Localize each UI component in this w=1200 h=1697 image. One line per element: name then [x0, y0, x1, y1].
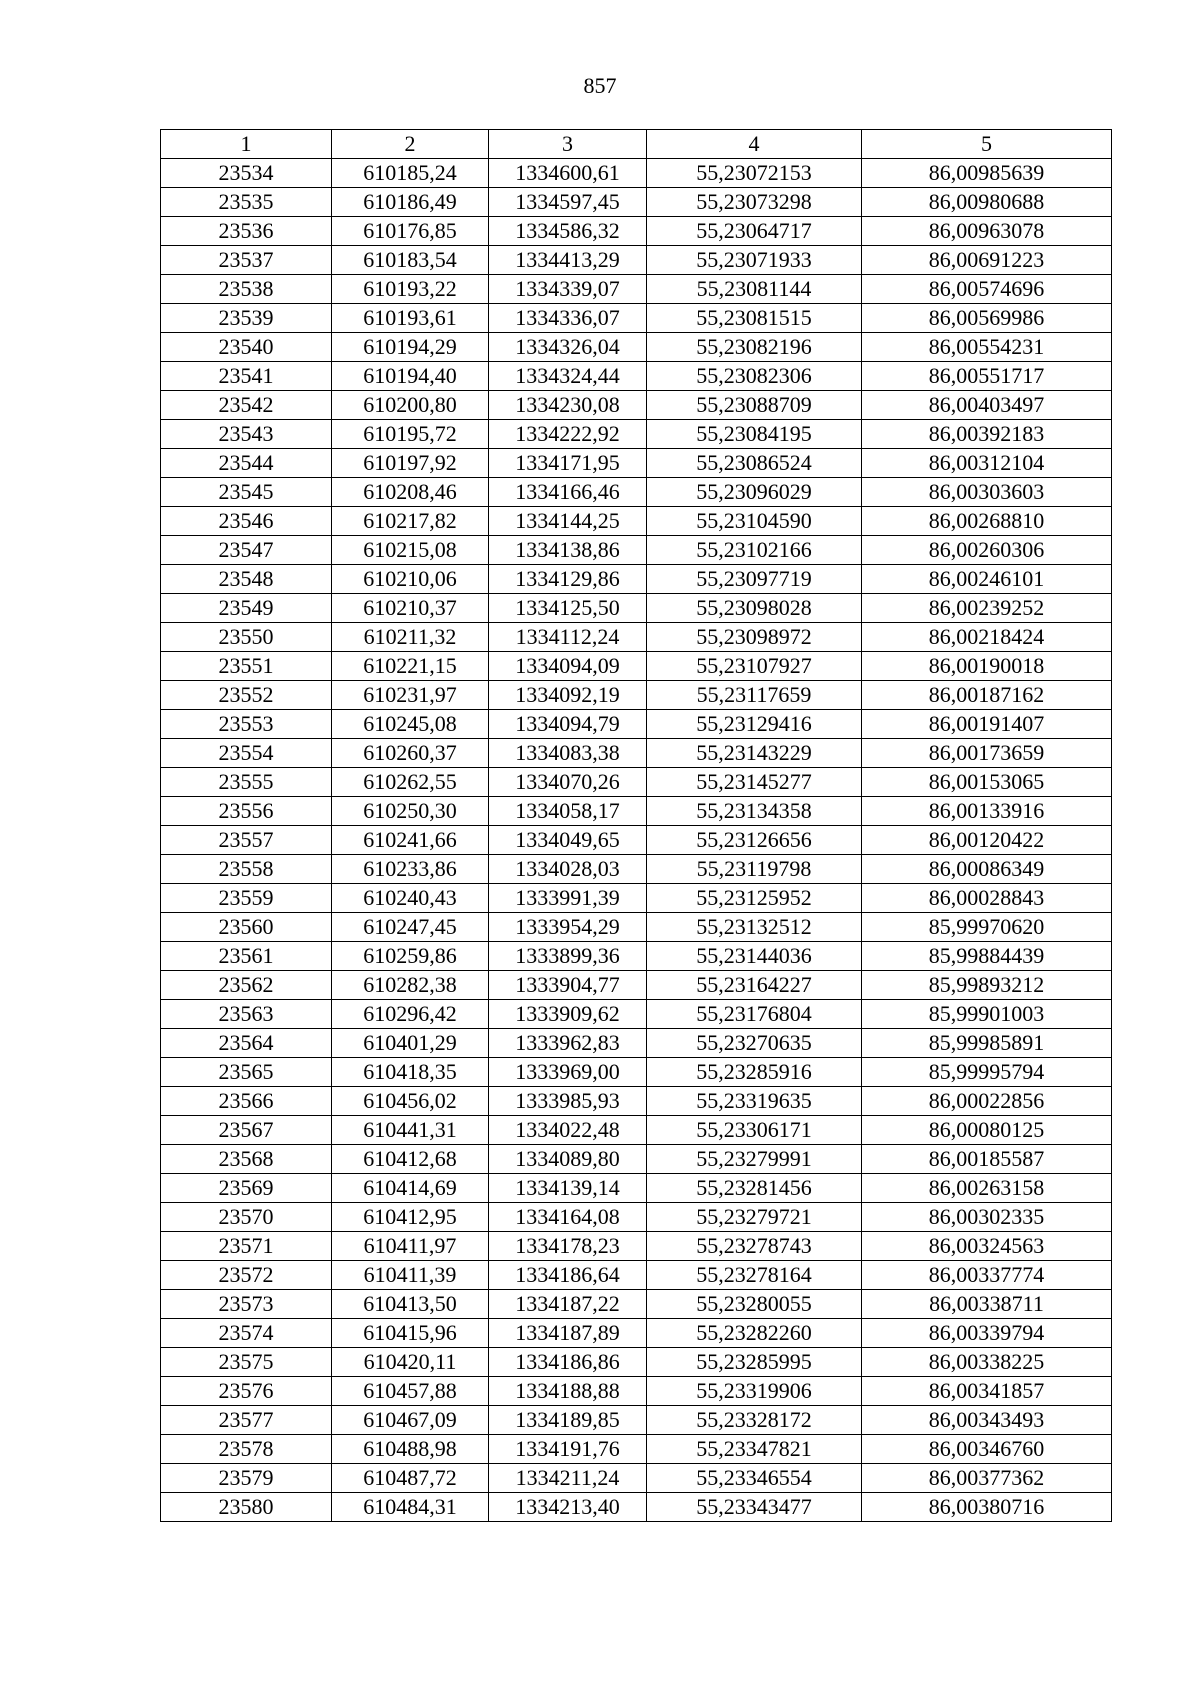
table-row — [161, 1029, 1112, 1058]
table-cell: 1334586,32 — [489, 217, 647, 246]
table-cell: 610231,97 — [332, 681, 489, 710]
table-row — [161, 797, 1112, 826]
table-cell: 86,00302335 — [862, 1203, 1112, 1232]
table-cell: 86,00377362 — [862, 1464, 1112, 1493]
table-cell: 1334164,08 — [489, 1203, 647, 1232]
table-cell: 86,00551717 — [862, 362, 1112, 391]
table-cell: 1334070,26 — [489, 768, 647, 797]
table-row — [161, 449, 1112, 478]
table-cell: 86,00324563 — [862, 1232, 1112, 1261]
table-cell: 610217,82 — [332, 507, 489, 536]
table-cell: 610245,08 — [332, 710, 489, 739]
table-cell: 23571 — [161, 1232, 332, 1261]
table-cell: 1333909,62 — [489, 1000, 647, 1029]
table-cell: 23578 — [161, 1435, 332, 1464]
table-cell: 23579 — [161, 1464, 332, 1493]
table-cell: 86,00185587 — [862, 1145, 1112, 1174]
table-row — [161, 1377, 1112, 1406]
table-cell: 55,23134358 — [647, 797, 862, 826]
table-row — [161, 246, 1112, 275]
table-cell: 23555 — [161, 768, 332, 797]
page-number: 857 — [583, 73, 617, 98]
table-row — [161, 971, 1112, 1000]
table-cell: 23536 — [161, 217, 332, 246]
table-row — [161, 826, 1112, 855]
table-cell: 610186,49 — [332, 188, 489, 217]
table-header — [161, 130, 1112, 159]
table-cell: 23547 — [161, 536, 332, 565]
table-row — [161, 913, 1112, 942]
table-cell: 1334230,08 — [489, 391, 647, 420]
table-cell: 1334413,29 — [489, 246, 647, 275]
table-cell: 86,00312104 — [862, 449, 1112, 478]
table-cell: 1334222,92 — [489, 420, 647, 449]
table-cell: 86,00303603 — [862, 478, 1112, 507]
table-cell: 86,00246101 — [862, 565, 1112, 594]
table-row — [161, 1435, 1112, 1464]
table-cell: 1334187,22 — [489, 1290, 647, 1319]
table-cell: 610259,86 — [332, 942, 489, 971]
table-cell: 610210,37 — [332, 594, 489, 623]
table-cell: 1334178,23 — [489, 1232, 647, 1261]
column-header-4: 4 — [647, 130, 862, 159]
table-row — [161, 1464, 1112, 1493]
table-cell: 610296,42 — [332, 1000, 489, 1029]
table-cell: 610200,80 — [332, 391, 489, 420]
table-cell: 55,23285995 — [647, 1348, 862, 1377]
table-row — [161, 623, 1112, 652]
table-cell: 610415,96 — [332, 1319, 489, 1348]
table-cell: 1333904,77 — [489, 971, 647, 1000]
table-cell: 610488,98 — [332, 1435, 489, 1464]
table-cell: 23559 — [161, 884, 332, 913]
table-cell: 610233,86 — [332, 855, 489, 884]
table-cell: 23558 — [161, 855, 332, 884]
table-cell: 55,23129416 — [647, 710, 862, 739]
table-cell: 610456,02 — [332, 1087, 489, 1116]
table-cell: 23575 — [161, 1348, 332, 1377]
table-cell: 23544 — [161, 449, 332, 478]
table-cell: 86,00574696 — [862, 275, 1112, 304]
table-cell: 86,00086349 — [862, 855, 1112, 884]
table-cell: 55,23278164 — [647, 1261, 862, 1290]
table-cell: 1334138,86 — [489, 536, 647, 565]
table-cell: 23564 — [161, 1029, 332, 1058]
table-cell: 55,23072153 — [647, 159, 862, 188]
table-row — [161, 884, 1112, 913]
table-cell: 55,23104590 — [647, 507, 862, 536]
table-cell: 86,00691223 — [862, 246, 1112, 275]
table-row — [161, 1116, 1112, 1145]
table-cell: 85,99995794 — [862, 1058, 1112, 1087]
table-cell: 1334112,24 — [489, 623, 647, 652]
table-cell: 610193,61 — [332, 304, 489, 333]
table-cell: 1334058,17 — [489, 797, 647, 826]
table-cell: 1334597,45 — [489, 188, 647, 217]
table-cell: 1334028,03 — [489, 855, 647, 884]
table-cell: 23546 — [161, 507, 332, 536]
table-row — [161, 594, 1112, 623]
table-cell: 86,00985639 — [862, 159, 1112, 188]
table-cell: 23554 — [161, 739, 332, 768]
table-cell: 23577 — [161, 1406, 332, 1435]
table-cell: 86,00963078 — [862, 217, 1112, 246]
table-cell: 610411,97 — [332, 1232, 489, 1261]
table-cell: 23539 — [161, 304, 332, 333]
table-row — [161, 159, 1112, 188]
table-cell: 610208,46 — [332, 478, 489, 507]
table-cell: 55,23319906 — [647, 1377, 862, 1406]
column-header-2: 2 — [332, 130, 489, 159]
table-cell: 86,00260306 — [862, 536, 1112, 565]
table-cell: 55,23145277 — [647, 768, 862, 797]
table-cell: 1333899,36 — [489, 942, 647, 971]
table-cell: 610418,35 — [332, 1058, 489, 1087]
table-cell: 610401,29 — [332, 1029, 489, 1058]
table-row — [161, 1000, 1112, 1029]
table-cell: 85,99893212 — [862, 971, 1112, 1000]
table-cell: 610215,08 — [332, 536, 489, 565]
table-cell: 23565 — [161, 1058, 332, 1087]
table-cell: 610250,30 — [332, 797, 489, 826]
column-header-1: 1 — [161, 130, 332, 159]
column-header-5: 5 — [862, 130, 1112, 159]
table-cell: 23580 — [161, 1493, 332, 1522]
table-cell: 55,23143229 — [647, 739, 862, 768]
table-cell: 610467,09 — [332, 1406, 489, 1435]
table-cell: 1334129,86 — [489, 565, 647, 594]
coordinates-table — [160, 129, 1112, 1522]
table-cell: 610183,54 — [332, 246, 489, 275]
table-cell: 55,23097719 — [647, 565, 862, 594]
table-cell: 55,23164227 — [647, 971, 862, 1000]
table-cell: 610260,37 — [332, 739, 489, 768]
table-cell: 86,00343493 — [862, 1406, 1112, 1435]
table-cell: 1334186,86 — [489, 1348, 647, 1377]
table-cell: 23557 — [161, 826, 332, 855]
table-cell: 610441,31 — [332, 1116, 489, 1145]
table-row — [161, 1145, 1112, 1174]
table-cell: 1334188,88 — [489, 1377, 647, 1406]
table-cell: 85,99901003 — [862, 1000, 1112, 1029]
table-cell: 55,23279721 — [647, 1203, 862, 1232]
table-cell: 86,00191407 — [862, 710, 1112, 739]
table-cell: 1334049,65 — [489, 826, 647, 855]
table-row — [161, 304, 1112, 333]
table-cell: 86,00980688 — [862, 188, 1112, 217]
table-cell: 23537 — [161, 246, 332, 275]
table-cell: 55,23082306 — [647, 362, 862, 391]
table-cell: 23552 — [161, 681, 332, 710]
table-cell: 1334211,24 — [489, 1464, 647, 1493]
table-cell: 55,23088709 — [647, 391, 862, 420]
table-cell: 85,99884439 — [862, 942, 1112, 971]
table-cell: 86,00392183 — [862, 420, 1112, 449]
table-cell: 23551 — [161, 652, 332, 681]
table-row — [161, 855, 1112, 884]
table-cell: 1334191,76 — [489, 1435, 647, 1464]
table-cell: 86,00218424 — [862, 623, 1112, 652]
table-cell: 23542 — [161, 391, 332, 420]
table-cell: 55,23343477 — [647, 1493, 862, 1522]
table-cell: 55,23071933 — [647, 246, 862, 275]
table-cell: 23540 — [161, 333, 332, 362]
table-cell: 610197,92 — [332, 449, 489, 478]
table-cell: 55,23270635 — [647, 1029, 862, 1058]
table-cell: 1334166,46 — [489, 478, 647, 507]
table-cell: 23541 — [161, 362, 332, 391]
table-row — [161, 1493, 1112, 1522]
table-cell: 1334339,07 — [489, 275, 647, 304]
table-cell: 86,00022856 — [862, 1087, 1112, 1116]
table-cell: 1334187,89 — [489, 1319, 647, 1348]
table-cell: 55,23125952 — [647, 884, 862, 913]
table-cell: 55,23096029 — [647, 478, 862, 507]
table-cell: 55,23346554 — [647, 1464, 862, 1493]
table-row — [161, 536, 1112, 565]
table-cell: 55,23081144 — [647, 275, 862, 304]
table-cell: 23561 — [161, 942, 332, 971]
table-row — [161, 1232, 1112, 1261]
table-cell: 610262,55 — [332, 768, 489, 797]
table-cell: 55,23144036 — [647, 942, 862, 971]
table-cell: 55,23084195 — [647, 420, 862, 449]
table-cell: 610487,72 — [332, 1464, 489, 1493]
table-row — [161, 681, 1112, 710]
table-cell: 610240,43 — [332, 884, 489, 913]
column-header-3: 3 — [489, 130, 647, 159]
table-row — [161, 217, 1112, 246]
table-cell: 610210,06 — [332, 565, 489, 594]
table-cell: 23573 — [161, 1290, 332, 1319]
table-cell: 1334022,48 — [489, 1116, 647, 1145]
table-cell: 55,23281456 — [647, 1174, 862, 1203]
table-cell: 610176,85 — [332, 217, 489, 246]
table-cell: 1334125,50 — [489, 594, 647, 623]
table-cell: 86,00380716 — [862, 1493, 1112, 1522]
table-cell: 86,00028843 — [862, 884, 1112, 913]
table-row — [161, 768, 1112, 797]
table-cell: 86,00187162 — [862, 681, 1112, 710]
table-row — [161, 333, 1112, 362]
table-cell: 23556 — [161, 797, 332, 826]
table-cell: 23538 — [161, 275, 332, 304]
table-cell: 1334089,80 — [489, 1145, 647, 1174]
table-cell: 610247,45 — [332, 913, 489, 942]
table-cell: 23548 — [161, 565, 332, 594]
table-cell: 86,00268810 — [862, 507, 1112, 536]
table-cell: 23567 — [161, 1116, 332, 1145]
table-cell: 55,23082196 — [647, 333, 862, 362]
table-cell: 23534 — [161, 159, 332, 188]
table-cell: 610457,88 — [332, 1377, 489, 1406]
table-cell: 55,23107927 — [647, 652, 862, 681]
table-cell: 1334326,04 — [489, 333, 647, 362]
table-row — [161, 1290, 1112, 1319]
table-cell: 55,23319635 — [647, 1087, 862, 1116]
table-row — [161, 1058, 1112, 1087]
table-cell: 85,99985891 — [862, 1029, 1112, 1058]
table-cell: 1333962,83 — [489, 1029, 647, 1058]
table-cell: 610411,39 — [332, 1261, 489, 1290]
table-cell: 23569 — [161, 1174, 332, 1203]
table-row — [161, 1087, 1112, 1116]
table-row — [161, 362, 1112, 391]
table-cell: 55,23280055 — [647, 1290, 862, 1319]
table-cell: 1334171,95 — [489, 449, 647, 478]
table-cell: 610414,69 — [332, 1174, 489, 1203]
table-cell: 1333969,00 — [489, 1058, 647, 1087]
table-cell: 55,23126656 — [647, 826, 862, 855]
table-cell: 23550 — [161, 623, 332, 652]
table-cell: 55,23306171 — [647, 1116, 862, 1145]
table-body — [161, 159, 1112, 1522]
table-cell: 23560 — [161, 913, 332, 942]
table-cell: 86,00190018 — [862, 652, 1112, 681]
table-cell: 23563 — [161, 1000, 332, 1029]
table-cell: 1334094,79 — [489, 710, 647, 739]
table-cell: 1334324,44 — [489, 362, 647, 391]
table-cell: 86,00341857 — [862, 1377, 1112, 1406]
table-cell: 1334092,19 — [489, 681, 647, 710]
table-cell: 86,00346760 — [862, 1435, 1112, 1464]
table-cell: 610194,29 — [332, 333, 489, 362]
table-row — [161, 391, 1112, 420]
table-cell: 55,23102166 — [647, 536, 862, 565]
table-cell: 1333954,29 — [489, 913, 647, 942]
table-row — [161, 1348, 1112, 1377]
table-cell: 1333985,93 — [489, 1087, 647, 1116]
table-cell: 610221,15 — [332, 652, 489, 681]
table-cell: 1334139,14 — [489, 1174, 647, 1203]
table-cell: 55,23064717 — [647, 217, 862, 246]
table-cell: 610195,72 — [332, 420, 489, 449]
table-cell: 610412,68 — [332, 1145, 489, 1174]
table-cell: 1334600,61 — [489, 159, 647, 188]
table-cell: 55,23282260 — [647, 1319, 862, 1348]
table-row — [161, 188, 1112, 217]
table-row — [161, 507, 1112, 536]
table-cell: 55,23279991 — [647, 1145, 862, 1174]
table-cell: 1334094,09 — [489, 652, 647, 681]
table-cell: 55,23285916 — [647, 1058, 862, 1087]
table-cell: 55,23328172 — [647, 1406, 862, 1435]
table-cell: 23543 — [161, 420, 332, 449]
table-cell: 23572 — [161, 1261, 332, 1290]
table-cell: 1334189,85 — [489, 1406, 647, 1435]
table-row — [161, 478, 1112, 507]
table-cell: 86,00263158 — [862, 1174, 1112, 1203]
table-cell: 55,23278743 — [647, 1232, 862, 1261]
table-cell: 610484,31 — [332, 1493, 489, 1522]
table-row — [161, 565, 1112, 594]
table-cell: 55,23119798 — [647, 855, 862, 884]
table-cell: 86,00173659 — [862, 739, 1112, 768]
table-cell: 55,23347821 — [647, 1435, 862, 1464]
table-cell: 610413,50 — [332, 1290, 489, 1319]
table-cell: 610194,40 — [332, 362, 489, 391]
table-cell: 86,00080125 — [862, 1116, 1112, 1145]
table-cell: 86,00338225 — [862, 1348, 1112, 1377]
table-cell: 86,00239252 — [862, 594, 1112, 623]
table-cell: 55,23081515 — [647, 304, 862, 333]
table-cell: 1333991,39 — [489, 884, 647, 913]
table-cell: 23562 — [161, 971, 332, 1000]
header-row — [161, 130, 1112, 159]
table-cell: 23545 — [161, 478, 332, 507]
table-row — [161, 1203, 1112, 1232]
table-cell: 610412,95 — [332, 1203, 489, 1232]
table-cell: 1334336,07 — [489, 304, 647, 333]
table-cell: 86,00133916 — [862, 797, 1112, 826]
table-cell: 86,00338711 — [862, 1290, 1112, 1319]
table-cell: 86,00153065 — [862, 768, 1112, 797]
table-cell: 610282,38 — [332, 971, 489, 1000]
table-cell: 55,23117659 — [647, 681, 862, 710]
table-cell: 610420,11 — [332, 1348, 489, 1377]
table-cell: 55,23176804 — [647, 1000, 862, 1029]
table-row — [161, 1406, 1112, 1435]
table-cell: 23574 — [161, 1319, 332, 1348]
table-row — [161, 1174, 1112, 1203]
table-cell: 86,00403497 — [862, 391, 1112, 420]
table-cell: 23535 — [161, 188, 332, 217]
table-cell: 55,23073298 — [647, 188, 862, 217]
table-cell: 86,00337774 — [862, 1261, 1112, 1290]
table-row — [161, 420, 1112, 449]
table-cell: 1334186,64 — [489, 1261, 647, 1290]
table-cell: 86,00339794 — [862, 1319, 1112, 1348]
table-cell: 610193,22 — [332, 275, 489, 304]
table-cell: 86,00120422 — [862, 826, 1112, 855]
table-cell: 610185,24 — [332, 159, 489, 188]
table-cell: 610241,66 — [332, 826, 489, 855]
table-cell: 55,23132512 — [647, 913, 862, 942]
table-cell: 55,23098972 — [647, 623, 862, 652]
table-cell: 23568 — [161, 1145, 332, 1174]
table-cell: 23553 — [161, 710, 332, 739]
table-row — [161, 739, 1112, 768]
table-cell: 86,00569986 — [862, 304, 1112, 333]
table-cell: 1334144,25 — [489, 507, 647, 536]
table-cell: 55,23098028 — [647, 594, 862, 623]
table-cell: 23576 — [161, 1377, 332, 1406]
table-row — [161, 275, 1112, 304]
table-cell: 23549 — [161, 594, 332, 623]
table-cell: 1334213,40 — [489, 1493, 647, 1522]
table-cell: 23566 — [161, 1087, 332, 1116]
table-cell: 85,99970620 — [862, 913, 1112, 942]
table-cell: 1334083,38 — [489, 739, 647, 768]
table-row — [161, 710, 1112, 739]
table-cell: 610211,32 — [332, 623, 489, 652]
table-row — [161, 942, 1112, 971]
table-cell: 55,23086524 — [647, 449, 862, 478]
table-cell: 23570 — [161, 1203, 332, 1232]
table-row — [161, 1319, 1112, 1348]
table-cell: 86,00554231 — [862, 333, 1112, 362]
table-row — [161, 1261, 1112, 1290]
table-row — [161, 652, 1112, 681]
